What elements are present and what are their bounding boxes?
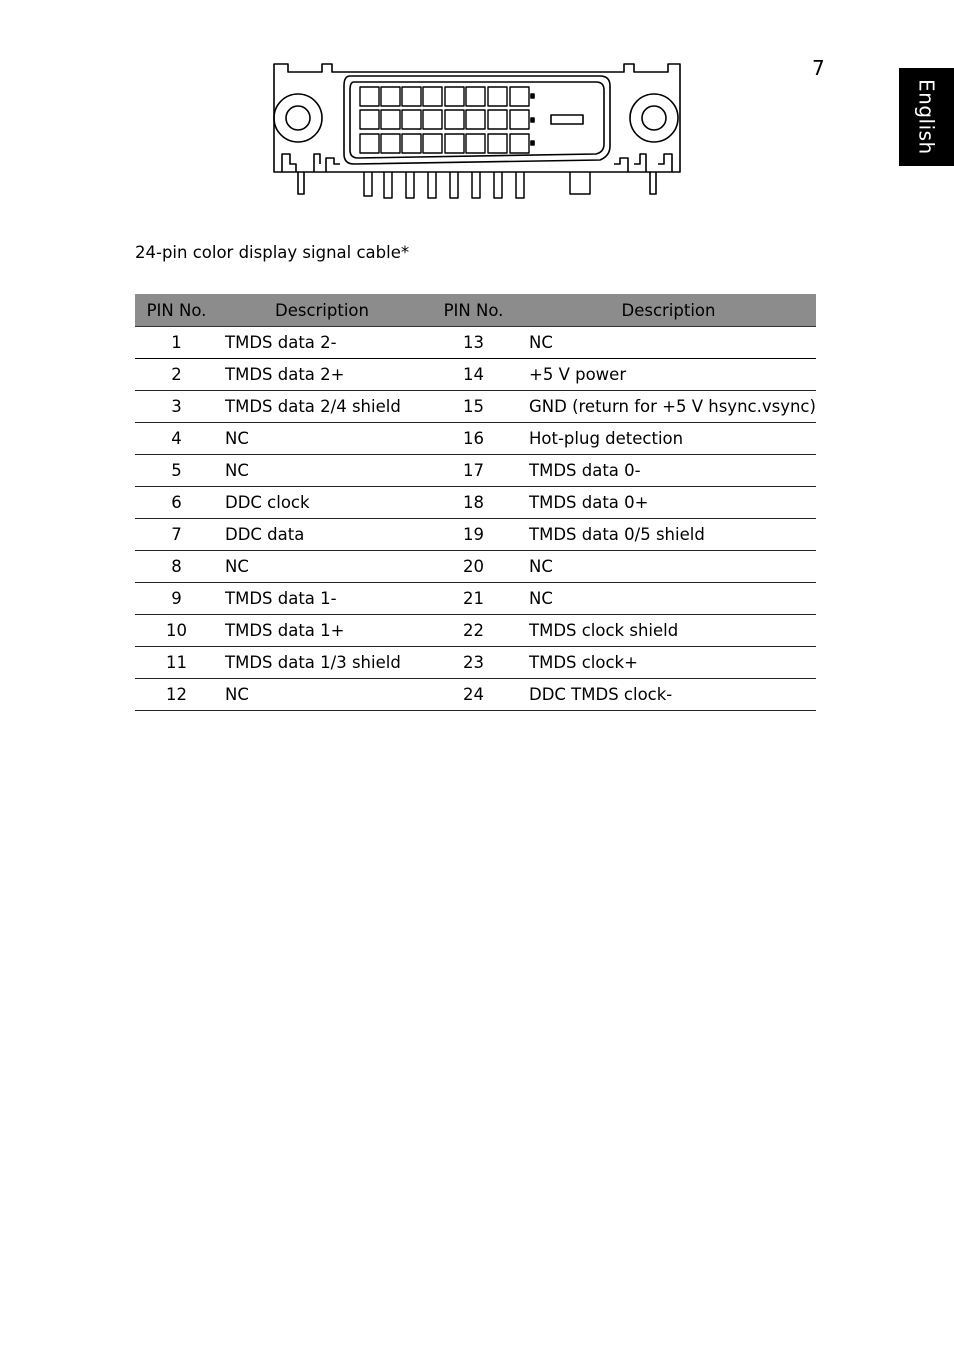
pin-number: 19 (426, 519, 521, 551)
pin-number: 4 (135, 423, 218, 455)
pin-number: 3 (135, 391, 218, 423)
pin-number: 23 (426, 647, 521, 679)
pin-description: NC (218, 551, 426, 583)
table-row (135, 679, 816, 711)
header-description-a: Description (218, 294, 426, 327)
pin-number: 13 (426, 327, 521, 359)
pin-description: TMDS data 2+ (218, 359, 426, 391)
pin-number: 6 (135, 487, 218, 519)
pin-number: 17 (426, 455, 521, 487)
pin-number: 7 (135, 519, 218, 551)
dvi-connector-icon (268, 60, 686, 204)
pin-number: 14 (426, 359, 521, 391)
pin-description: TMDS data 0- (521, 455, 816, 487)
table-row (135, 359, 816, 391)
pin-number: 15 (426, 391, 521, 423)
pin-description: NC (521, 327, 816, 359)
pin-number: 20 (426, 551, 521, 583)
table-row (135, 327, 816, 359)
table-row (135, 519, 816, 551)
table-caption: 24-pin color display signal cable* (135, 243, 410, 262)
pin-number: 12 (135, 679, 218, 711)
pin-description: NC (521, 583, 816, 615)
pin-number: 10 (135, 615, 218, 647)
table-row (135, 583, 816, 615)
pin-description: DDC clock (218, 487, 426, 519)
table-row (135, 455, 816, 487)
pin-description: TMDS data 0/5 shield (521, 519, 816, 551)
pin-description: TMDS data 1+ (218, 615, 426, 647)
pin-description: Hot-plug detection (521, 423, 816, 455)
page-number: 7 (812, 56, 825, 80)
pin-description: TMDS clock shield (521, 615, 816, 647)
header-description-b: Description (521, 294, 816, 327)
pin-description: NC (218, 679, 426, 711)
pin-number: 16 (426, 423, 521, 455)
table-row (135, 615, 816, 647)
language-tab (899, 68, 954, 166)
pin-number: 5 (135, 455, 218, 487)
pin-description: DDC data (218, 519, 426, 551)
pin-number: 1 (135, 327, 218, 359)
table-row (135, 551, 816, 583)
table-row (135, 391, 816, 423)
pin-description: TMDS data 1/3 shield (218, 647, 426, 679)
pin-number: 11 (135, 647, 218, 679)
pin-number: 18 (426, 487, 521, 519)
table-row (135, 423, 816, 455)
pin-description: NC (218, 423, 426, 455)
pin-description: GND (return for +5 V hsync.vsync) (521, 391, 816, 423)
pin-number: 24 (426, 679, 521, 711)
pin-number: 2 (135, 359, 218, 391)
pin-description: +5 V power (521, 359, 816, 391)
header-pin-no-a: PIN No. (135, 294, 218, 327)
pin-description: NC (521, 551, 816, 583)
header-pin-no-b: PIN No. (426, 294, 521, 327)
table-row (135, 487, 816, 519)
pin-number: 21 (426, 583, 521, 615)
pin-assignment-table (135, 294, 816, 711)
pin-description: TMDS data 2- (218, 327, 426, 359)
pin-description: NC (218, 455, 426, 487)
language-tab-label: English (914, 79, 939, 155)
pin-description: TMDS clock+ (521, 647, 816, 679)
pin-description: TMDS data 2/4 shield (218, 391, 426, 423)
table-row (135, 647, 816, 679)
pin-number: 9 (135, 583, 218, 615)
pin-description: TMDS data 0+ (521, 487, 816, 519)
pin-description: DDC TMDS clock- (521, 679, 816, 711)
pin-description: TMDS data 1- (218, 583, 426, 615)
table-header-row (135, 294, 816, 327)
pin-number: 8 (135, 551, 218, 583)
pin-number: 22 (426, 615, 521, 647)
